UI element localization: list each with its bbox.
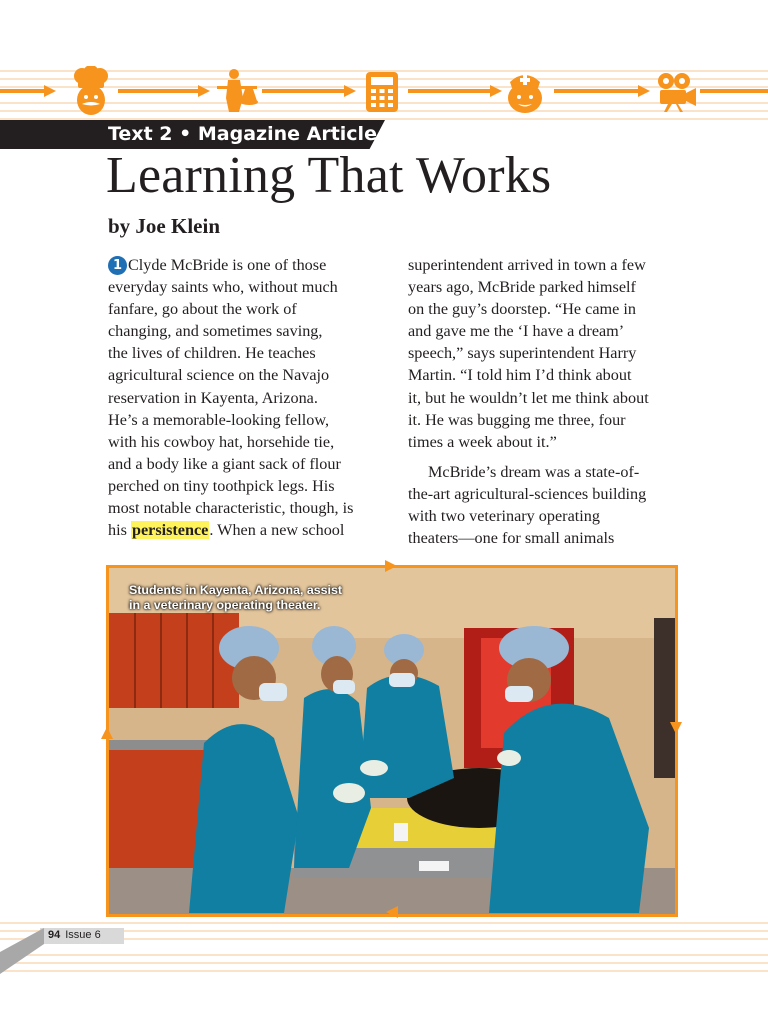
text-line: times a week about it.” (408, 432, 557, 451)
chef-icon (70, 66, 112, 116)
article-title: Learning That Works (106, 147, 552, 204)
article-photo (106, 565, 678, 917)
vocab-word-highlight[interactable]: persistence (131, 521, 209, 540)
film-camera-icon (656, 72, 698, 112)
text-line: McBride’s dream was a state-of- (428, 462, 640, 481)
justice-scales-icon (217, 68, 259, 114)
calculator-icon (366, 72, 398, 112)
paragraph-number-badge: 1 (108, 256, 127, 275)
text-line: years ago, McBride parked himself (408, 278, 636, 297)
left-column (108, 254, 378, 541)
text-line: everyday saints who, without much (108, 278, 338, 297)
text-line: with two veterinary operating (408, 507, 600, 526)
text-line: with his cowboy hat, horsehide tie, (108, 432, 335, 451)
text-line: changing, and sometimes saving, (108, 322, 323, 341)
section-label: Text 2 • Magazine Article (108, 123, 377, 145)
text-line: and a body like a giant sack of flour (108, 454, 341, 473)
arrow-down-icon (670, 722, 682, 734)
text-line: superintendent arrived in town a few (408, 256, 646, 274)
text-line: it. He was bugging me three, four (408, 410, 626, 429)
text-line: Martin. “I told him I’d think about (408, 366, 632, 385)
page-folio (48, 927, 101, 943)
right-column (408, 254, 680, 549)
issue-label: Issue 6 (65, 929, 101, 941)
byline: by Joe Klein (108, 214, 221, 238)
text-line: his persistence. When a new school (108, 521, 345, 540)
page-number: 94 (48, 929, 61, 941)
text-line: speech,” says superintendent Harry (408, 344, 637, 363)
text-line: perched on tiny toothpick legs. His (108, 476, 335, 495)
photo-caption: Students in Kayenta, Arizona, assist in a veterinary operating theater. (129, 583, 342, 612)
arrow-right-icon (385, 560, 397, 572)
text-line: most notable characteristic, though, is (108, 499, 354, 518)
arrow-left-icon (386, 906, 398, 918)
text-line: reservation in Kayenta, Arizona. (108, 388, 318, 407)
text-line: fanfare, go about the work of (108, 300, 297, 319)
text-line: the lives of children. He teaches (108, 344, 316, 363)
text-line: He’s a memorable-looking fellow, (108, 410, 330, 429)
text-line: 1 Clyde McBride is one of those (108, 254, 378, 276)
text-line: it, but he wouldn’t let me think about (408, 388, 649, 407)
text-line: agricultural science on the Navajo (108, 366, 330, 385)
text-line: theaters—one for small animals (408, 529, 615, 548)
text-line: and gave me the ‘I have a dream’ (408, 322, 625, 341)
text-line: the-art agricultural-sciences building (408, 484, 647, 503)
arrow-up-icon (101, 727, 113, 739)
nurse-icon (504, 68, 546, 114)
text-line: on the guy’s doorstep. “He came in (408, 300, 636, 319)
veterinary-operating-scene (109, 568, 675, 914)
